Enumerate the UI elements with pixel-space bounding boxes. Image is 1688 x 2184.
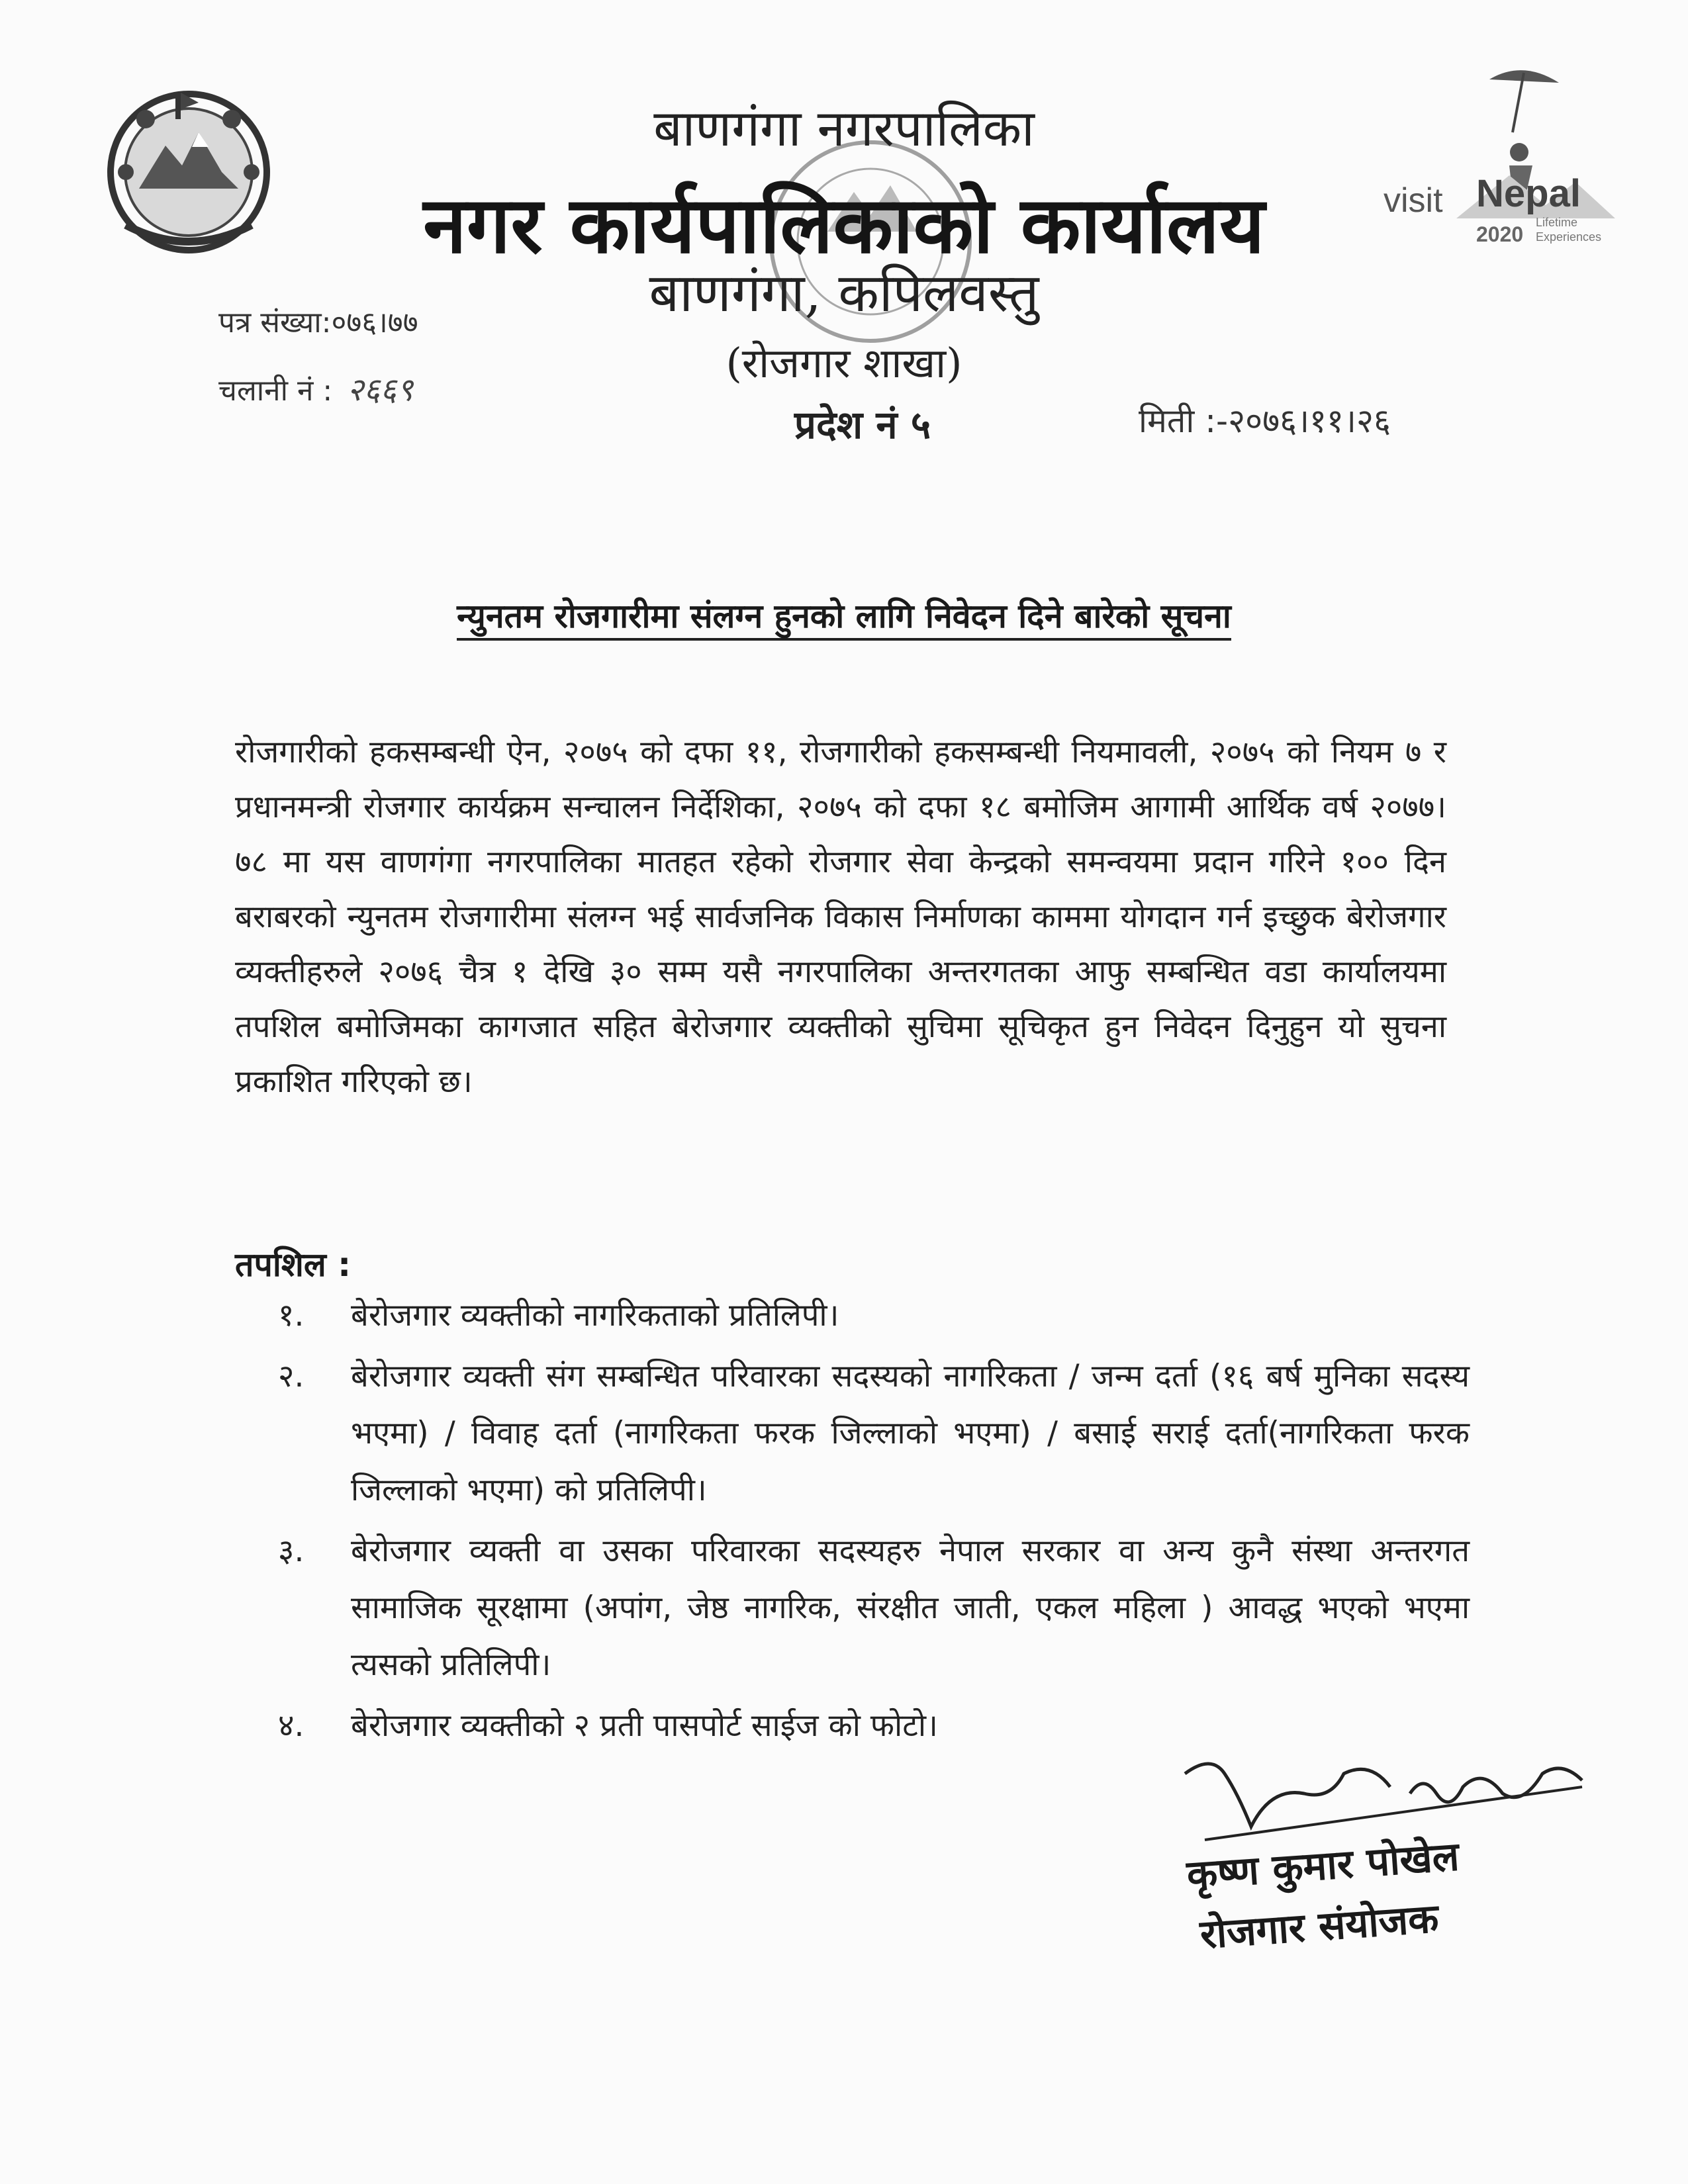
notice-subject [0, 592, 1688, 637]
dispatch-number-label: चलानी नं : [218, 374, 333, 408]
list-item-number: १. [278, 1297, 305, 1334]
date-label: मिती :- [1139, 402, 1229, 440]
details-list [278, 1287, 1470, 1758]
visit-logo-word-nepal: Nepal [1476, 172, 1581, 215]
office-address: बाणगंगा, कपिलवस्तु [649, 262, 1039, 324]
list-item [278, 1348, 1470, 1519]
details-heading: तपशिल : [235, 1246, 352, 1284]
list-item [278, 1287, 1470, 1344]
office-title: नगर कार्यपालिकाको कार्यालय [423, 179, 1265, 271]
letter-number-line [218, 301, 418, 341]
dispatch-number-value: २६६९ [347, 371, 414, 408]
signatory-title: रोजगार संयोजक [1198, 1895, 1440, 1958]
branch-name: (रोजगार शाखा) [726, 339, 962, 387]
letter-number-value: :०७६।७७ [321, 306, 418, 340]
visit-logo-year: 2020 [1476, 222, 1524, 246]
notice-body: रोजगारीको हकसम्बन्धी ऐन, २०७५ को दफा ११, रोजगारीको हकसम्बन्धी नियमावली, २०७५ को नियम ७ र प्रधानमन्त्री रोजगार कार्यक्रम सन्चालन निर्देशिका, २०७५ को दफा १८ बमोजिम आगामी आर्थिक वर्ष २०७७। ७८ मा यस वाणगंगा नगरपालिका मातहत रहेको रोजगार सेवा केन्द्रको समन्वयमा प्रदान गरिने १०० दिन बराबरको न्युनतम रोजगारीमा संलग्न भई सार्वजनिक विकास निर्माणका काममा योगदान गर्न इच्छुक बेरोजगार व्यक्तीहरुले २०७६ चैत्र १ देखि ३० सम्म यसै नगरपालिका अन्तरगतका आफु सम्बन्धित वडा कार्यालयमा तपशिल बमोजिमका कागजात सहित बेरोजगार व्यक्तीको सुचिमा सूचिकृत हुन निवेदन दिनुहुन यो सुचना प्रकाशित गरिएको छ। [235, 734, 1446, 1100]
list-item-number: ४. [278, 1707, 305, 1744]
municipality-name: बाणगंगा नगरपालिका [653, 99, 1035, 158]
list-item-text: बेरोजगार व्यक्तीको २ प्रती पासपोर्ट साईज को फोटो। [351, 1707, 938, 1744]
list-item-text: बेरोजगार व्यक्ती संग सम्बन्धित परिवारका सदस्यको नागरिकता / जन्म दर्ता (१६ बर्ष मुनिका सदस्य भएमा) / विवाह दर्ता (नागरिकता फरक जिल्लाको भएमा) / बसाई सराई दर्ता(नागरिकता फरक जिल्लाको भएमा) को प्रतिलिपी। [351, 1358, 1470, 1508]
list-item-number: २. [278, 1358, 305, 1394]
visit-logo-tagline-1: Lifetime [1536, 216, 1578, 229]
list-item [278, 1523, 1470, 1694]
letter-number-label: पत्र संख्या [218, 306, 322, 340]
list-item [278, 1698, 1470, 1754]
list-item-text: बेरोजगार व्यक्ती वा उसका परिवारका सदस्यहरु नेपाल सरकार वा अन्य कुनै संस्था अन्तरगत सामाजिक सूरक्षामा (अपांग, जेष्ठ नागरिक, संरक्षीत जाती, एकल महिला ) आवद्ध भएको भएमा त्यसको प्रतिलिपी। [351, 1533, 1470, 1683]
province-label: प्रदेश नं ५ [794, 402, 931, 447]
visit-logo-tagline-2: Experiences [1536, 230, 1602, 244]
date-value: २०७६।११।२६ [1228, 402, 1391, 440]
date-line [1139, 397, 1391, 442]
signatory-name: कृष्ण कुमार पोखेल [1185, 1833, 1461, 1899]
list-item-text: बेरोजगार व्यक्तीको नागरिकताको प्रतिलिपी। [351, 1297, 839, 1334]
dispatch-number-line [218, 367, 413, 410]
notice-subject-text: न्युनतम रोजगारीमा संलग्न हुनको लागि निवेदन दिने बारेको सूचना [457, 597, 1231, 641]
list-item-number: ३. [278, 1533, 305, 1569]
visit-logo-word-visit: visit [1383, 181, 1443, 220]
